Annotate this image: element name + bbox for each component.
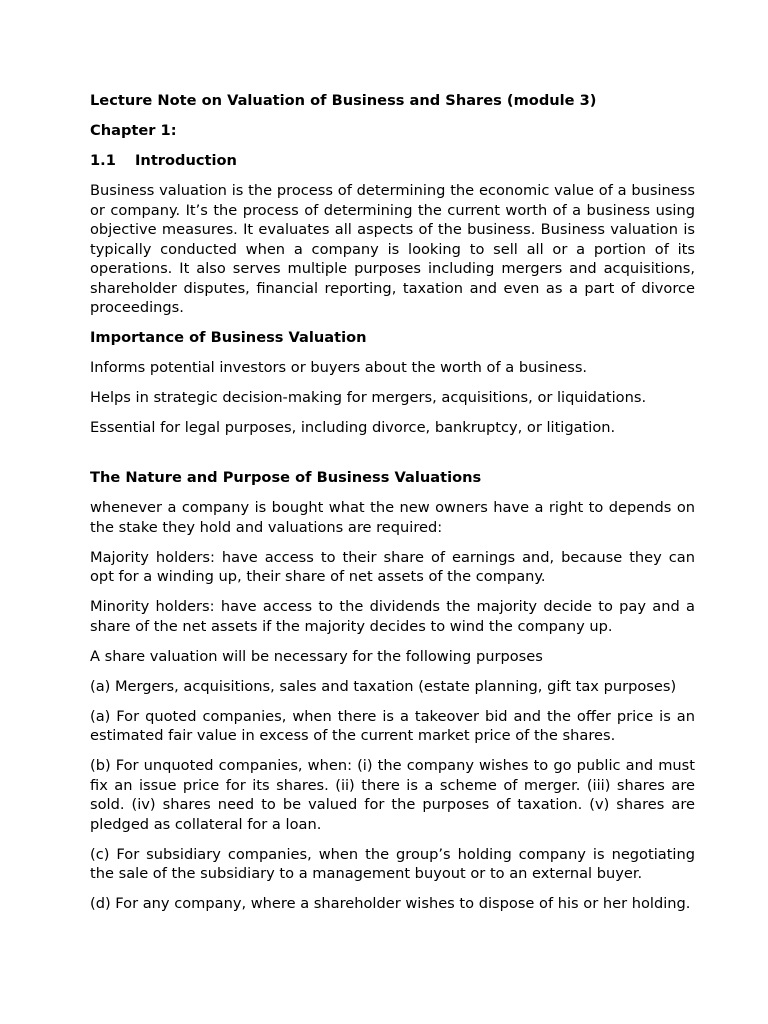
spacer xyxy=(90,448,695,468)
section-number: 1.1 xyxy=(90,152,116,169)
nature-paragraph: Minority holders: have access to the dividends the majority decide to pay and a share of the net assets if the majority decides to wind the company up. xyxy=(90,598,695,635)
chapter-heading: Chapter 1: xyxy=(90,122,177,139)
nature-paragraph: (a) For quoted companies, when there is a takeover bid and the offer price is an estimated fair value in excess of the current market price of the shares. xyxy=(90,707,695,744)
importance-item: Informs potential investors or buyers about the worth of a business. xyxy=(90,359,588,376)
nature-paragraph: (d) For any company, where a shareholder wishes to dispose of his or her holding. xyxy=(90,895,691,912)
document-title: Lecture Note on Valuation of Business and Shares (module 3) xyxy=(90,92,597,109)
nature-paragraph: (c) For subsidiary companies, when the group’s holding company is negotiating the sale of the subsidiary to a management buyout or to an external buyer. xyxy=(90,845,695,882)
importance-heading: Importance of Business Valuation xyxy=(90,329,367,346)
section-title: Introduction xyxy=(135,152,237,169)
importance-item: Essential for legal purposes, including divorce, bankruptcy, or litigation. xyxy=(90,419,616,436)
nature-paragraph: (b) For unquoted companies, when: (i) the company wishes to go public and must fix an issue price for its shares. (ii) there is a scheme of merger. (iii) shares are sold. (iv) shares need to be valued for the purposes of taxation. (v) shares are pledged as collateral for a loan. xyxy=(90,757,695,833)
section-heading xyxy=(90,151,695,171)
importance-item: Helps in strategic decision-making for mergers, acquisitions, or liquidations. xyxy=(90,389,647,406)
nature-paragraph: A share valuation will be necessary for the following purposes xyxy=(90,647,543,665)
intro-paragraph: Business valuation is the process of determining the economic value of a business or company. It’s the process of determining the current worth of a business using objective measures. It evaluates all aspects of the business. Business valuation is typically conducted when a company is looking to sell all or a portion of its operations. It also serves multiple purposes including mergers and acquisitions, shareholder disputes, financial reporting, taxation and even as a part of divorce proceedings. xyxy=(90,182,695,316)
nature-paragraph: whenever a company is bought what the new owners have a right to depends on the stake they hold and valuations are required: xyxy=(90,499,695,536)
document-page xyxy=(90,91,695,924)
nature-heading: The Nature and Purpose of Business Valuations xyxy=(90,469,482,486)
nature-paragraph: (a) Mergers, acquisitions, sales and taxation (estate planning, gift tax purposes) xyxy=(90,677,677,695)
nature-paragraph: Majority holders: have access to their share of earnings and, because they can opt for a winding up, their share of net assets of the company. xyxy=(90,548,695,585)
